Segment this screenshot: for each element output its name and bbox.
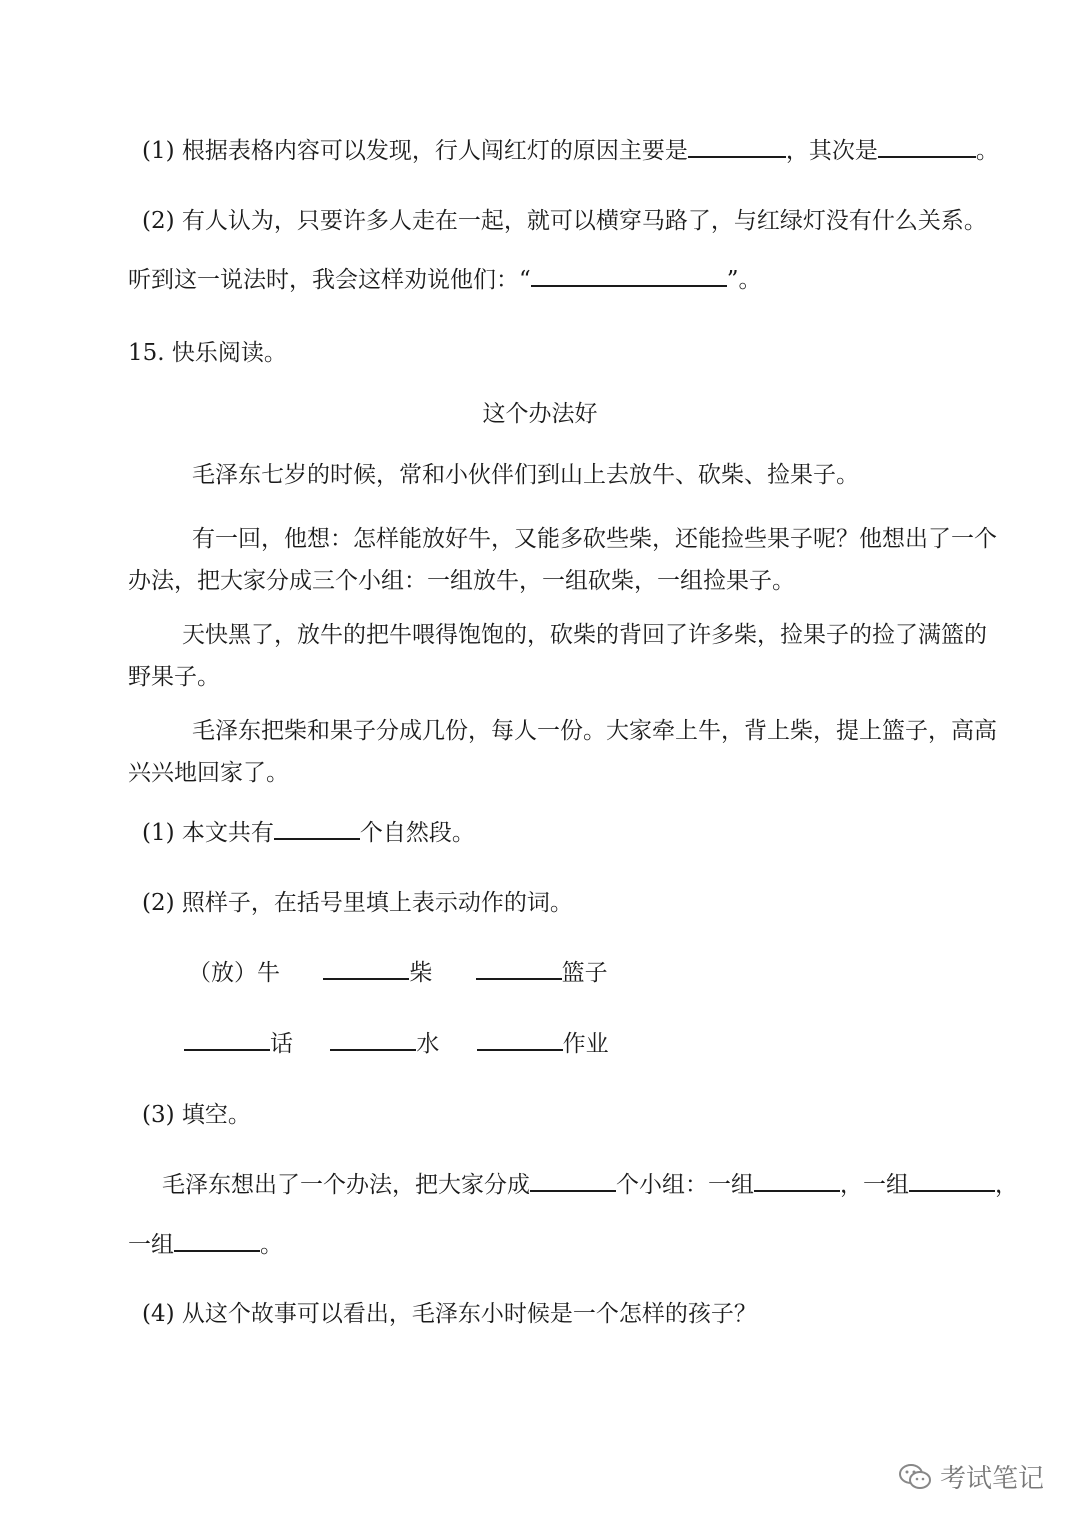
fill-line2-b: 。 [260,1232,283,1258]
answer-blank[interactable] [754,1170,840,1192]
q14-part2-end: ”。 [726,267,762,293]
answer-blank[interactable] [530,1170,616,1192]
passage-para3-line1: 天快黑了，放牛的把牛喂得饱饱的，砍柴的背回了许多柴，捡果子的捡了满篮的 [182,622,987,648]
q14-part1-end: 。 [975,138,999,164]
watermark-label: 考试笔记 [939,1464,1044,1494]
answer-blank[interactable] [477,1029,563,1051]
q14-part1 [142,136,999,166]
q14-part2-line1: (2) 有人认为，只要许多人走在一起，就可以横穿马路了，与红绿灯没有什么关系。 [142,208,987,234]
example-chai: 柴 [409,960,433,986]
fill-line1-b: 个小组：一组 [616,1172,754,1198]
passage-para2-line1: 有一回，他想：怎样能放好牛，又能多砍些柴，还能捡些果子呢？他想出了一个 [192,526,997,552]
watermark [898,1458,1044,1495]
fill-line2-a: 一组 [128,1232,174,1258]
fill-line-1 [162,1170,1018,1200]
answer-blank[interactable] [323,958,409,980]
passage-title: 这个办法好 [482,401,598,427]
sub-question-2: (2) 照样子，在括号里填上表示动作的词。 [142,890,573,916]
sub-question-1 [142,818,475,848]
q14-part1-prefix: (1) 根据表格内容可以发现，行人闯红灯的原因主要是 [142,138,688,164]
answer-blank[interactable] [531,265,727,287]
q15-heading: 15. 快乐阅读。 [128,340,287,366]
answer-blank[interactable] [909,1170,995,1192]
example-row-2 [184,1029,609,1059]
answer-blank[interactable] [184,1029,270,1051]
example-zuoye: 作业 [562,1031,609,1057]
passage-para3-line2: 野果子。 [128,664,220,690]
answer-blank[interactable] [174,1230,260,1252]
passage-para2-line2: 办法，把大家分成三个小组：一组放牛，一组砍柴，一组捡果子。 [128,568,795,594]
example-fang-niu: （放）牛 [188,960,280,986]
answer-blank[interactable] [274,818,360,840]
sub-question-4: (4) 从这个故事可以看出，毛泽东小时候是一个怎样的孩子？ [142,1301,757,1327]
q14-part1-mid: ，其次是 [785,138,878,164]
example-shui: 水 [416,1031,440,1057]
example-hua: 话 [270,1031,293,1057]
answer-blank[interactable] [330,1029,416,1051]
passage-para1: 毛泽东七岁的时候，常和小伙伴们到山上去放牛、砍柴、捡果子。 [192,462,859,488]
example-row-1 [188,958,608,988]
passage-para4-line1: 毛泽东把柴和果子分成几份，每人一份。大家牵上牛，背上柴，提上篮子，高高 [192,718,997,744]
fill-line-2 [128,1230,283,1260]
wechat-icon [898,1462,932,1492]
fill-line1-a: 毛泽东想出了一个办法，把大家分成 [162,1172,530,1198]
q14-part2-line2 [128,265,762,295]
sub1-end: 个自然段。 [359,820,475,846]
answer-blank[interactable] [878,136,976,158]
fill-line1-d: ， [995,1172,1018,1198]
fill-line1-c: ，一组 [840,1172,909,1198]
passage-para4-line2: 兴兴地回家了。 [128,760,289,786]
sub-question-3: (3) 填空。 [142,1102,251,1128]
answer-blank[interactable] [688,136,786,158]
example-lanzi: 篮子 [561,960,608,986]
q14-part2-prefix: 听到这一说法时，我会这样劝说他们：“ [128,267,531,293]
sub1-prefix: (1) 本文共有 [142,820,274,846]
answer-blank[interactable] [476,958,562,980]
